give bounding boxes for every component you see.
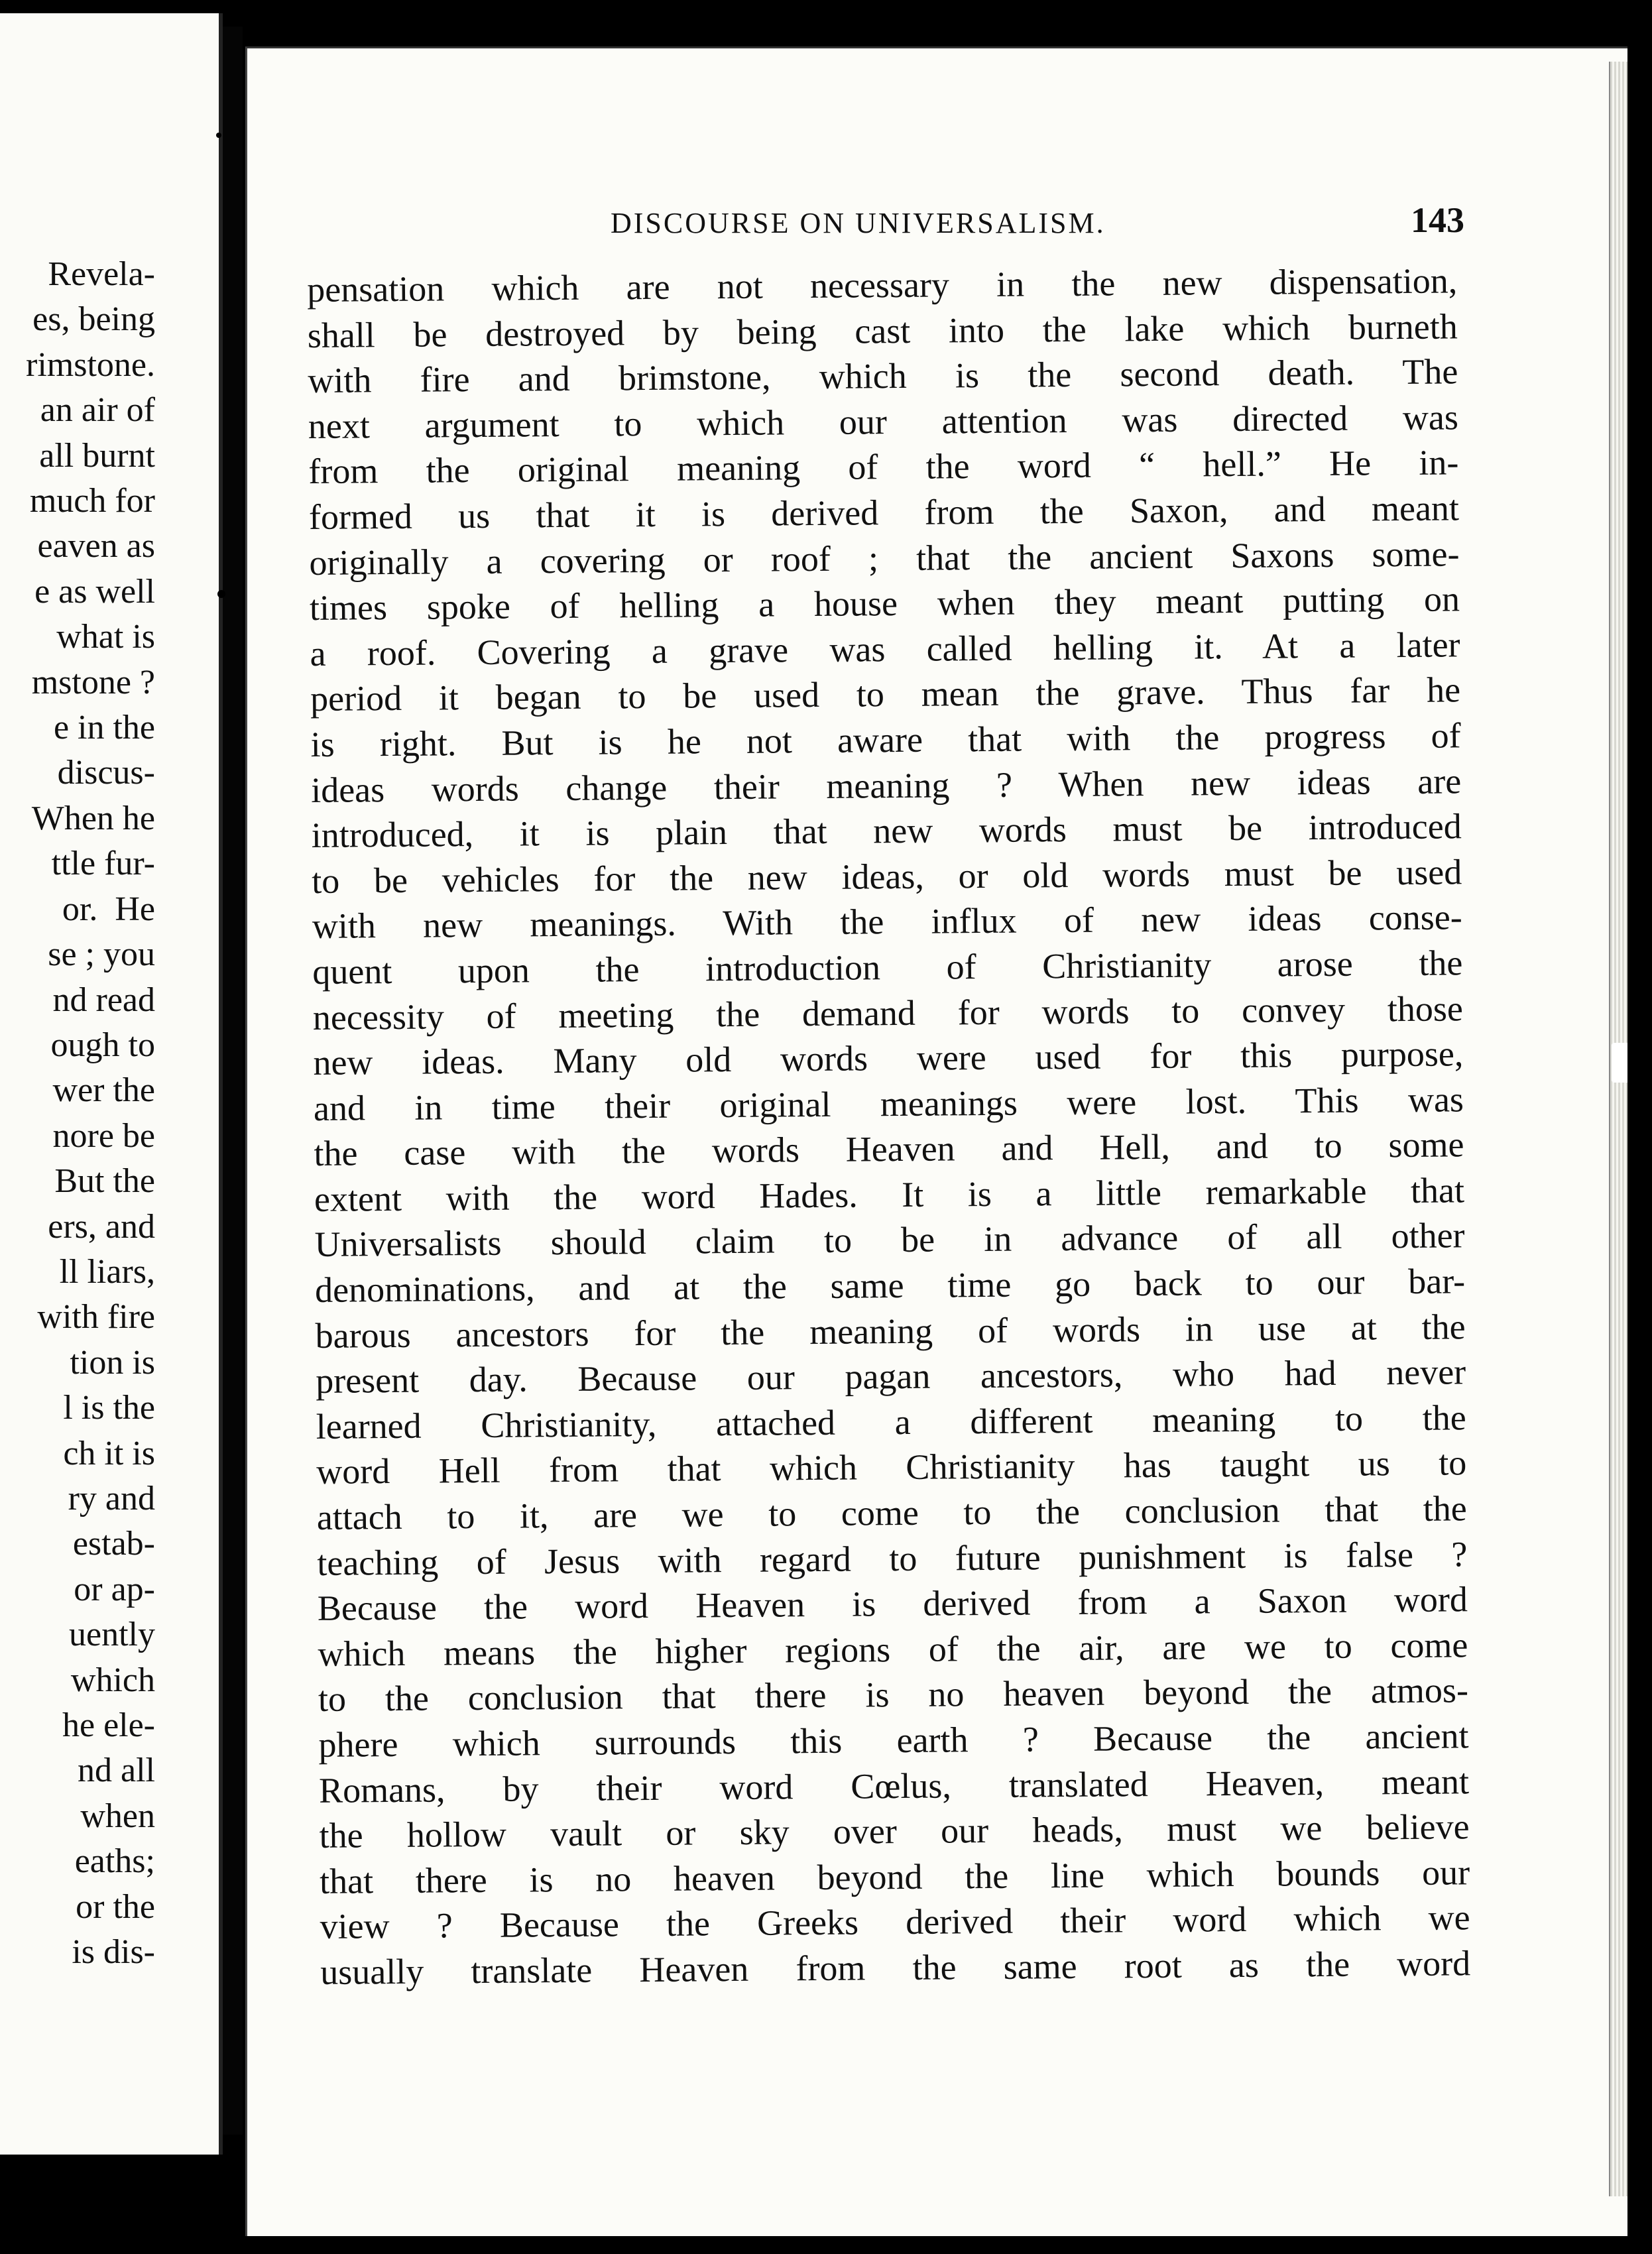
body-line: teaching of Jesus with regard to future punishment is false ?	[317, 1533, 1468, 1583]
body-line: that there is no heaven beyond the line which bounds our	[319, 1852, 1470, 1901]
body-line: quent upon the introduction of Christianity arose the	[312, 943, 1463, 992]
right-page	[245, 46, 1627, 2236]
body-line: word Hell from that which Christianity has taught us to	[316, 1443, 1467, 1492]
body-line: phere which surrounds this earth ? Because the ancient	[318, 1716, 1469, 1765]
page-edge	[1609, 62, 1627, 2196]
left-page-line: ch it is	[63, 1434, 155, 1472]
left-page-line: Revela-	[48, 255, 155, 293]
body-line: Because the word Heaven is derived from a Saxon word	[317, 1579, 1468, 1629]
body-line: times spoke of helling a house when they meant putting on	[309, 579, 1460, 628]
body-line: necessity of meeting the demand for words to convey those	[312, 988, 1464, 1038]
left-page-text	[26, 252, 155, 1975]
body-line: formed us that it is derived from the Saxon, and meant	[308, 488, 1460, 537]
body-line: learned Christianity, attached a different meaning to the	[316, 1397, 1466, 1447]
left-page-line: or. He	[62, 890, 155, 928]
left-page-line: ough to	[50, 1026, 155, 1064]
left-page-line: all burnt	[39, 436, 155, 475]
left-page-line: nd all	[78, 1751, 155, 1790]
body-line: to be vehicles for the new ideas, or old words must be used	[312, 852, 1462, 901]
left-page-line: an air of	[40, 391, 155, 430]
body-line: from the original meaning of the word “ hell.” He in-	[308, 442, 1459, 492]
body-line: is right. But is he not aware that with the progress of	[310, 715, 1461, 764]
body-line: extent with the word Hades. It is a little remarkable that	[314, 1170, 1465, 1219]
left-page-line: eaven as	[37, 527, 155, 565]
body-line: shall be destroyed by being cast into the lake which burneth	[307, 306, 1458, 355]
left-page-line: nd read	[52, 980, 155, 1019]
left-page-line: wer the	[52, 1071, 155, 1110]
body-line: and in time their original meanings were lost. This was	[313, 1079, 1464, 1128]
left-page-line: what is	[56, 618, 155, 656]
left-page-line: much for	[29, 482, 155, 520]
body-line: attach to it, are we to come to the conclusion that the	[316, 1488, 1467, 1537]
body-line: present day. Because our pagan ancestors, who had never	[315, 1352, 1466, 1401]
body-line: to the conclusion that there is no heaven beyond the atmos-	[318, 1670, 1469, 1720]
left-page-line: eaths;	[74, 1842, 155, 1881]
body-line: introduced, it is plain that new words must be introduced	[311, 806, 1462, 856]
left-page-line: rimstone.	[26, 345, 155, 384]
left-page-line: or the	[76, 1887, 155, 1926]
left-page-line: ry and	[68, 1479, 155, 1517]
running-head: DISCOURSE ON UNIVERSALISM.	[611, 207, 1106, 239]
left-page-line: e in the	[53, 709, 155, 747]
left-page-line: l is the	[63, 1389, 155, 1427]
scan-clip-mark	[1612, 1043, 1627, 1083]
left-page-fragment	[0, 13, 223, 2155]
body-line: view ? Because the Greeks derived their word which we	[320, 1897, 1470, 1947]
left-page-line: with fire	[37, 1298, 155, 1336]
left-page-line: when	[80, 1797, 155, 1835]
left-page-line: estab-	[72, 1525, 155, 1563]
body-line: denominations, and at the same time go back to our bar-	[314, 1261, 1466, 1311]
left-page-line: or ap-	[74, 1570, 155, 1608]
body-line: barous ancestors for the meaning of words in use at the	[315, 1306, 1466, 1356]
body-line: next argument to which our attention was directed was	[308, 397, 1459, 446]
body-line: new ideas. Many old words were used for this purpose,	[313, 1034, 1464, 1083]
body-line: Romans, by their word Cœlus, translated Heaven, meant	[318, 1761, 1470, 1810]
left-page-line: uently	[69, 1616, 155, 1654]
left-page-line: is dis-	[72, 1933, 155, 1972]
body-line: originally a covering or roof ; that the ancient Saxons some-	[309, 533, 1460, 583]
left-page-line: ttle fur-	[51, 845, 155, 883]
scan-speck	[216, 133, 221, 138]
body-line: pensation which are not necessary in the new dispensation,	[307, 261, 1458, 310]
scan-speck	[217, 590, 225, 598]
body-line: the hollow vault or sky over our heads, must we believe	[319, 1807, 1470, 1856]
left-page-line: ers, and	[48, 1207, 155, 1246]
left-page-line: discus-	[57, 754, 155, 792]
body-line: which means the higher regions of the air, are we to come	[318, 1625, 1468, 1674]
left-page-line: he ele-	[62, 1706, 155, 1744]
page-number: 143	[1411, 200, 1464, 240]
body-text	[307, 258, 1470, 1995]
left-page-line: tion is	[70, 1343, 155, 1382]
body-line: a roof. Covering a grave was called helling it. At a later	[310, 624, 1460, 674]
left-page-line: mstone ?	[31, 663, 155, 701]
book-gutter	[223, 27, 243, 2135]
left-page-line: When he	[31, 799, 155, 837]
body-line: period it began to be used to mean the grave. Thus far he	[310, 670, 1461, 719]
left-page-line: se ; you	[48, 935, 155, 974]
body-line: the case with the words Heaven and Hell, and to some	[314, 1124, 1464, 1174]
body-line: with new meanings. With the influx of new ideas conse-	[312, 897, 1462, 947]
left-page-line: nore be	[52, 1116, 155, 1155]
body-line: ideas words change their meaning ? When new ideas are	[310, 760, 1462, 810]
left-page-line: e as well	[34, 572, 155, 611]
left-page-line: es, being	[32, 300, 155, 339]
body-line: with fire and brimstone, which is the second death. The	[308, 351, 1458, 401]
left-page-line: But the	[54, 1162, 155, 1201]
body-line: Universalists should claim to be in advance of all other	[314, 1215, 1465, 1265]
body-line: usually translate Heaven from the same root as the word	[320, 1943, 1471, 1992]
left-page-line: which	[70, 1661, 155, 1699]
left-page-line: ll liars,	[59, 1252, 155, 1291]
